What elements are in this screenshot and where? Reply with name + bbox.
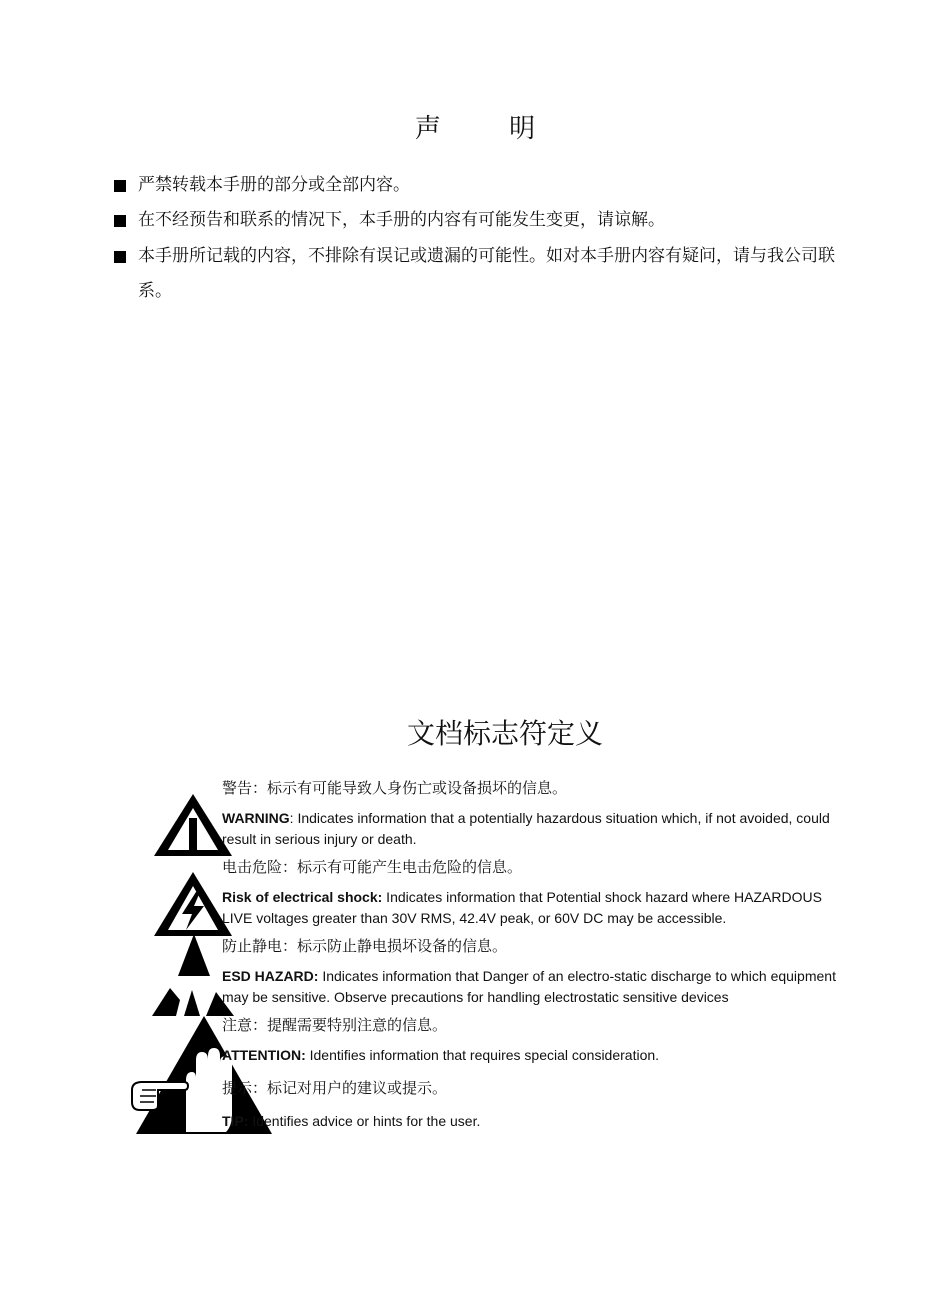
shock-en-text: Risk of electrical shock: Indicates information that Potential shock hazard where HAZARDOUS LIVE voltages greater than 30V RMS, 42.4V peak, or 60V DC may be accessible.: [222, 889, 822, 926]
esd-cn-text: 防止静电：标示防止静电损坏设备的信息。: [222, 937, 508, 955]
tip-en-text: TIP: Identifies advice or hints for the user.: [222, 1113, 481, 1129]
warning-en-text: WARNING: Indicates information that a potentially hazardous situation which, if not avoided, could result in serious injury or death.: [222, 810, 830, 847]
pointing-hand-icon: [128, 1076, 190, 1112]
esd-en-text: ESD HAZARD: Indicates information that Danger of an electro-static discharge to which equipment may be sensitive. Observe precautions for handling electrostatic sensitive devices: [222, 968, 836, 1005]
tip-cn-text: 提示：标记对用户的建议或提示。: [222, 1079, 448, 1097]
bullet-square-icon: [114, 251, 126, 263]
symbols-title: 文档标志符定义: [406, 717, 603, 750]
declaration-item-2: 在不经预告和联系的情况下，本手册的内容有可能发生变更，请谅解。: [138, 210, 665, 230]
attention-cn-text: 注意：提醒需要特别注意的信息。: [222, 1016, 448, 1034]
attention-en-text: ATTENTION: Identifies information that requires special consideration.: [222, 1047, 660, 1063]
declaration-item-3: 本手册所记载的内容，不排除有误记或遗漏的可能性。如对本手册内容有疑问，请与我公司联系。: [138, 246, 835, 301]
shock-cn-text: 电击危险：标示有可能产生电击危险的信息。: [222, 858, 523, 876]
bullet-square-icon: [114, 180, 126, 192]
bullet-square-icon: [114, 215, 126, 227]
declaration-title: 声 明: [414, 114, 566, 144]
declaration-item-1: 严禁转载本手册的部分或全部内容。: [138, 175, 410, 195]
warning-cn-text: 警告：标示有可能导致人身伤亡或设备损坏的信息。: [222, 779, 568, 797]
